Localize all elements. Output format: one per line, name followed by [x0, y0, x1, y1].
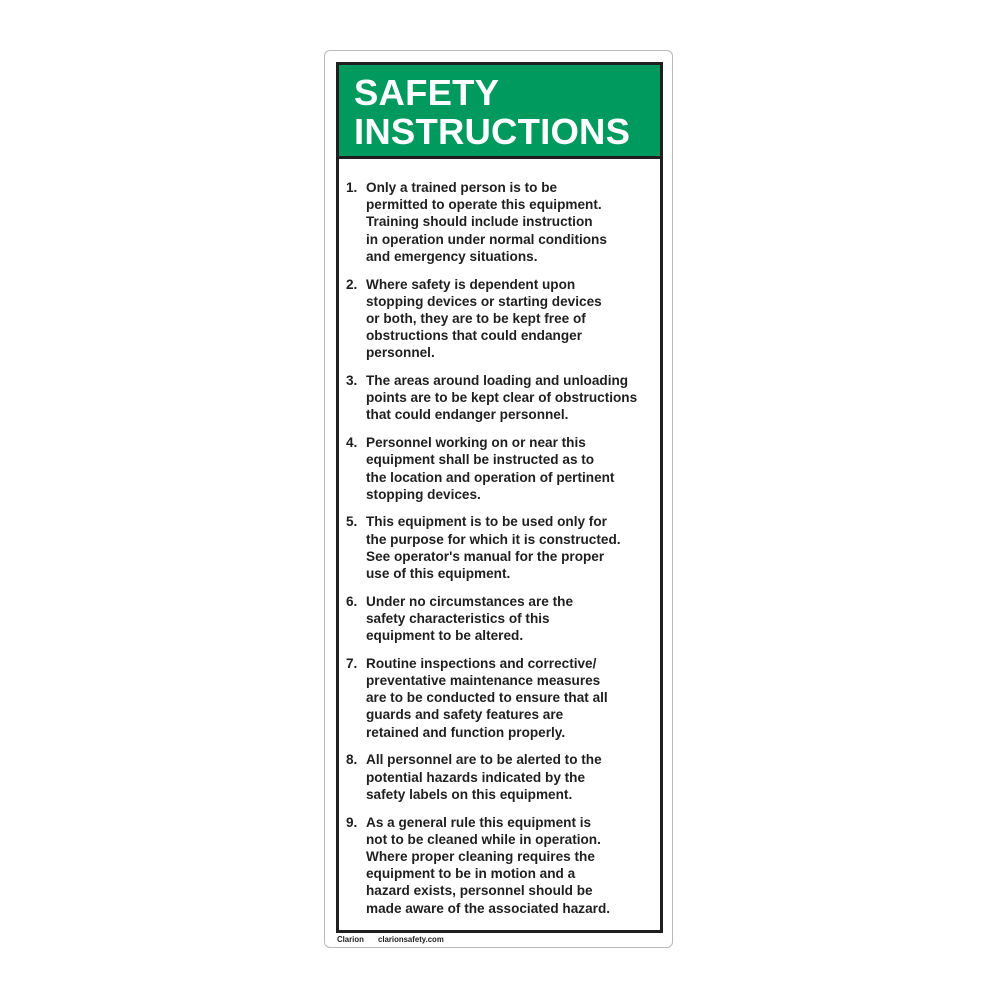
instruction-line: guards and safety features are: [366, 707, 564, 723]
instruction-line: Training should include instruction: [366, 214, 593, 230]
instruction-line: equipment shall be instructed as to: [366, 452, 595, 468]
website-url: clarionsafety.com: [378, 935, 444, 944]
instruction-line: not to be cleaned while in operation.: [366, 831, 601, 847]
instruction-line: the location and operation of pertinent: [366, 469, 615, 485]
sign-title: [354, 73, 630, 151]
instruction-line: stopping devices or starting devices: [366, 293, 602, 309]
instruction-item: [346, 372, 656, 424]
instruction-number: 5.: [346, 514, 358, 530]
instruction-line: Where proper cleaning requires the: [366, 848, 595, 864]
instruction-item: [346, 751, 656, 803]
instruction-line: hazard exists, personnel should be: [366, 883, 593, 899]
instruction-line: Where safety is dependent upon: [366, 276, 576, 292]
instruction-item: [346, 276, 656, 362]
safety-label: [324, 50, 673, 948]
label-frame: [336, 62, 663, 933]
instruction-list: [346, 179, 656, 927]
instruction-number: 6.: [346, 593, 358, 609]
instruction-line: safety characteristics of this: [366, 610, 550, 626]
instruction-line: points are to be kept clear of obstructions: [366, 390, 638, 406]
instruction-text: [366, 814, 656, 917]
instruction-item: [346, 513, 656, 582]
instruction-item: [346, 179, 656, 265]
instruction-line: Routine inspections and corrective/: [366, 655, 597, 671]
header-banner: [339, 65, 660, 159]
instruction-line: are to be conducted to ensure that all: [366, 690, 608, 706]
instruction-line: equipment to be altered.: [366, 628, 524, 644]
instruction-line: safety labels on this equipment.: [366, 786, 573, 802]
instruction-text: [366, 179, 656, 265]
instruction-number: 9.: [346, 814, 358, 830]
instruction-line: that could endanger personnel.: [366, 407, 569, 423]
title-line: SAFETY: [354, 72, 500, 113]
instruction-number: 3.: [346, 373, 358, 389]
instruction-line: in operation under normal conditions: [366, 231, 607, 247]
instruction-number: 1.: [346, 180, 358, 195]
instruction-text: [366, 276, 656, 362]
instruction-number: 4.: [346, 435, 358, 451]
instruction-number: 2.: [346, 276, 358, 292]
title-line: INSTRUCTIONS: [354, 111, 631, 152]
instruction-line: The areas around loading and unloading: [366, 373, 629, 389]
instruction-line: or both, they are to be kept free of: [366, 310, 586, 326]
instruction-item: [346, 655, 656, 741]
instruction-line: retained and function properly.: [366, 724, 566, 740]
instruction-line: use of this equipment.: [366, 566, 511, 582]
instruction-line: potential hazards indicated by the: [366, 769, 586, 785]
instruction-item: [346, 593, 656, 645]
brand-name: Clarion: [337, 935, 364, 944]
instruction-text: [366, 655, 656, 741]
instruction-item: [346, 434, 656, 503]
instruction-line: See operator's manual for the proper: [366, 548, 605, 564]
instruction-line: This equipment is to be used only for: [366, 514, 607, 530]
instruction-line: personnel.: [366, 345, 435, 361]
instruction-line: obstructions that could endanger: [366, 328, 582, 344]
instruction-line: preventative maintenance measures: [366, 673, 601, 689]
instruction-line: Only a trained person is to be: [366, 180, 558, 195]
instruction-line: permitted to operate this equipment.: [366, 197, 602, 213]
instruction-line: equipment to be in motion and a: [366, 866, 576, 882]
instruction-line: and emergency situations.: [366, 248, 538, 264]
instruction-line: made aware of the associated hazard.: [366, 900, 611, 916]
instruction-text: [366, 372, 656, 424]
instruction-line: stopping devices.: [366, 486, 481, 502]
instruction-line: Personnel working on or near this: [366, 435, 586, 451]
instruction-line: Under no circumstances are the: [366, 593, 573, 609]
instruction-text: [366, 751, 656, 803]
instruction-text: [366, 593, 656, 645]
instruction-item: [346, 814, 656, 917]
instruction-text: [366, 513, 656, 582]
instruction-text: [366, 434, 656, 503]
instruction-line: As a general rule this equipment is: [366, 814, 592, 830]
instruction-number: 8.: [346, 752, 358, 768]
footer: [337, 935, 444, 945]
instruction-line: the purpose for which it is constructed.: [366, 531, 621, 547]
instruction-line: All personnel are to be alerted to the: [366, 752, 602, 768]
instruction-number: 7.: [346, 655, 358, 671]
